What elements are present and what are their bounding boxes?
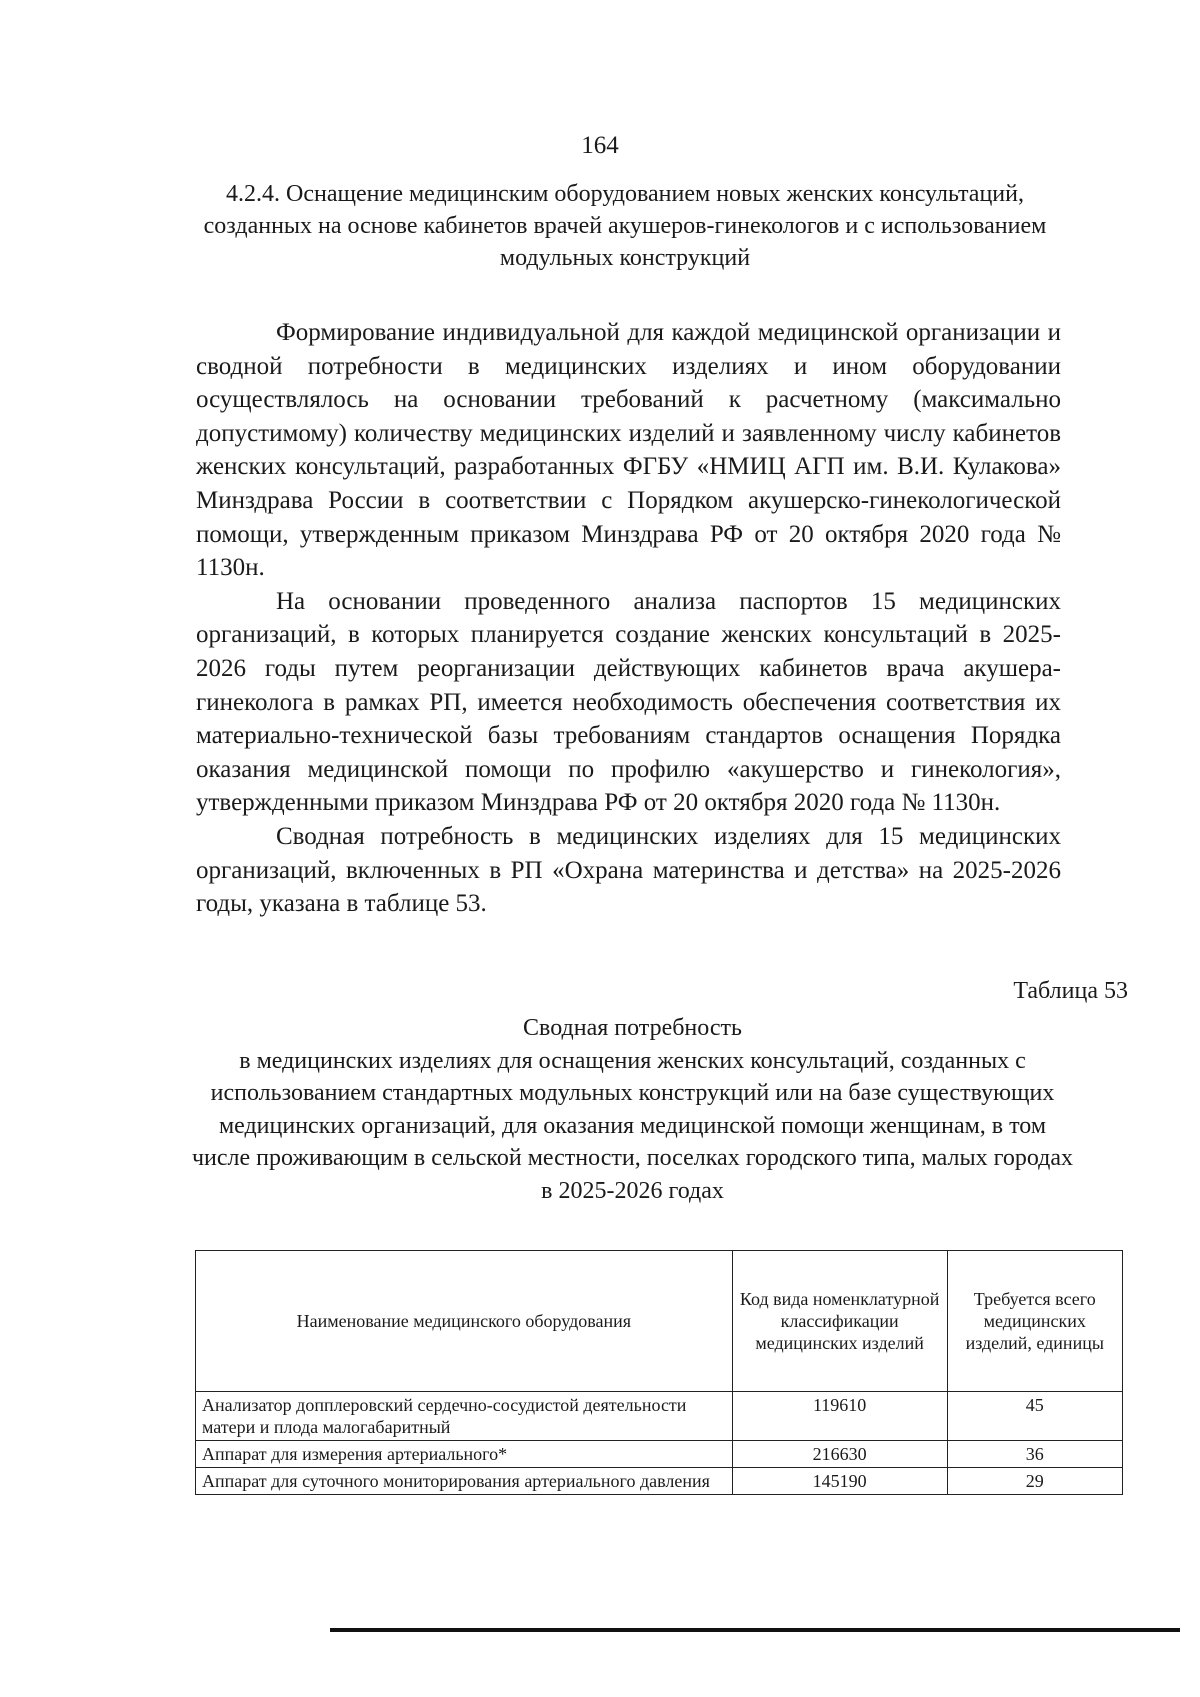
- paragraph: Сводная потребность в медицинских изделиях для 15 медицинских организаций, включенных в РП «Охрана материнства и детства» на 2025-2026 годы, указана в таблице 53.: [196, 822, 1061, 918]
- table-row: [196, 1468, 1123, 1495]
- cell-equipment-name: Анализатор допплеровский сердечно-сосудистой деятельности матери и плода малогабаритный: [196, 1392, 733, 1441]
- table-caption-title: Сводная потребность: [523, 1015, 742, 1041]
- table-caption: [190, 1012, 1075, 1207]
- table-header-row: [196, 1251, 1123, 1392]
- paragraph: Формирование индивидуальной для каждой медицинской организации и сводной потребности в медицинских изделиях и ином оборудовании осуществлялось на основании требований к расчетному (максимально допустимому) количеству медицинских изделий и заявленному числу кабинетов женских консультаций, разработанных ФГБУ «НМИЦ АГП им. В.И. Кулакова» Минздрава России в соответствии с Порядком акушерско-гинекологической помощи, утвержденным приказом Минздрава РФ от 20 октября 2020 года № 1130н.: [196, 319, 1061, 582]
- body-text: [196, 316, 1061, 921]
- cell-code: 145190: [732, 1468, 947, 1495]
- cell-quantity: 29: [947, 1468, 1122, 1495]
- cell-quantity: 36: [947, 1441, 1122, 1468]
- cell-equipment-name: Аппарат для измерения артериального*: [196, 1441, 733, 1468]
- cell-code: 216630: [732, 1441, 947, 1468]
- header-equipment-name: Наименование медицинского оборудования: [196, 1251, 733, 1392]
- section-heading: 4.2.4. Оснащение медицинским оборудованием новых женских консультаций, созданных на основе кабинетов врачей акушеров-гинекологов и с использованием модульных конструкций: [203, 181, 1047, 271]
- table-caption-text: в медицинских изделиях для оснащения женских консультаций, созданных с использованием стандартных модульных конструкций или на базе существующих медицинских организаций, для оказания медицинской помощи женщинам, в том числе проживающим в сельской местности, поселках городского типа, малых городах в 2025-2026 годах: [191, 1047, 1074, 1204]
- header-quantity: Требуется всего медицинских изделий, единицы: [947, 1251, 1122, 1392]
- equipment-table: [195, 1250, 1123, 1495]
- cell-code: 119610: [732, 1392, 947, 1441]
- table-row: [196, 1441, 1123, 1468]
- paragraph: На основании проведенного анализа паспортов 15 медицинских организаций, в которых планируется создание женских консультаций в 2025-2026 годы путем реорганизации действующих кабинетов врача акушера-гинеколога в рамках РП, имеется необходимость обеспечения соответствия их материально-технической базы требованиям стандартов оснащения Порядка оказания медицинской помощи по профилю «акушерство и гинекология», утвержденными приказом Минздрава РФ от 20 октября 2020 года № 1130н.: [196, 587, 1061, 817]
- table-row: [196, 1392, 1123, 1441]
- page-number: 164: [581, 132, 619, 159]
- cell-equipment-name: Аппарат для суточного мониторирования артериального давления: [196, 1468, 733, 1495]
- header-code: Код вида номенклатурной классификации медицинских изделий: [732, 1251, 947, 1392]
- cell-quantity: 45: [947, 1392, 1122, 1441]
- table-number: Таблица 53: [1013, 978, 1128, 1004]
- bottom-rule: [330, 1628, 1180, 1632]
